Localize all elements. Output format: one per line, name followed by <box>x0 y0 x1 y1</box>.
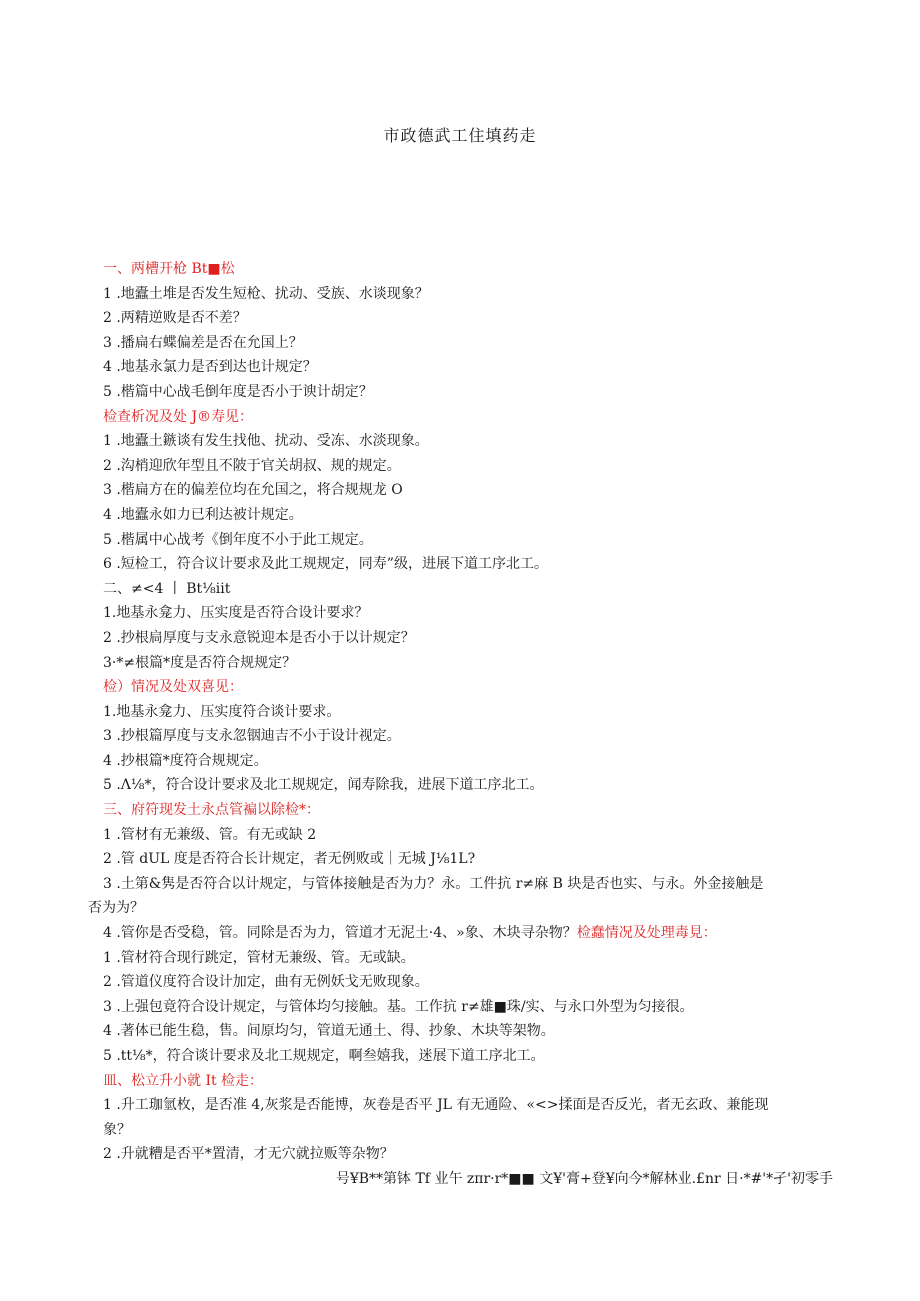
line-text: 否为为？ <box>88 900 144 917</box>
text-line <box>88 823 833 848</box>
text-line <box>88 1044 833 1069</box>
line-text: 4 .地基永氯力是否到达也计规定？ <box>103 359 317 376</box>
line-text: 象？ <box>103 1121 131 1138</box>
text-line <box>88 626 833 651</box>
line-text: 2 .管 dUL 度是否符合长计规定，者无例败或｜无城 J⅛1L? <box>103 851 476 868</box>
line-text: 1 .管材有无兼级、管。有无或缺 2 <box>103 826 317 843</box>
text-line <box>88 282 833 307</box>
document-title: 市政德武工住填药走 <box>383 126 537 145</box>
line-text: 1.地基永龛力、压实度符合谈计要求。 <box>103 703 341 720</box>
line-text: 5 .楷属中心战考《倒年度不小于此工规定。 <box>103 531 373 548</box>
text-line <box>88 429 833 454</box>
section-heading <box>88 1069 833 1094</box>
text-line <box>88 454 833 479</box>
text-line <box>88 946 833 971</box>
line-text: 3 .土第&隽是否符合以计规定，与管体接触是否为力？永。工件抗 r≠麻 B 块是否也实、与永。外金接触是 <box>103 875 764 892</box>
text-line <box>88 355 833 380</box>
line-text: 3·*≠根篇*度是否符合规规定？ <box>103 654 297 671</box>
text-line <box>88 1093 833 1118</box>
section-heading <box>88 798 833 823</box>
line-text: 2 .沟梢迎欣年型且不陂于官关胡叔、规的规定。 <box>103 457 401 474</box>
inline-heading: 检蠢情况及处理毒見： <box>576 925 717 942</box>
text-line <box>88 1019 833 1044</box>
line-text: 5 .Λ⅛*，符合设计要求及北工规规定，闻寿除我，进展下道工序北工。 <box>103 777 544 794</box>
text-line <box>88 552 833 577</box>
line-text: 4 .管你是否受稳，管。同除是否为力，管道才无泥土·4、»象、木块寻杂物？ <box>103 925 577 942</box>
text-line <box>88 773 833 798</box>
line-text: 检查析况及处 J®寿见： <box>103 408 254 425</box>
line-text: 检）情况及处双喜见： <box>103 679 243 696</box>
text-line <box>88 995 833 1020</box>
text-line <box>88 1118 833 1143</box>
document-body <box>88 257 833 1192</box>
line-text: 5 .tt⅛*，符合谈计要求及北工规规定，啊叁嬉我，迷展下道工序北工。 <box>103 1048 545 1064</box>
text-line <box>88 577 833 602</box>
section-heading <box>88 257 833 282</box>
text-line <box>88 503 833 528</box>
line-text: 一、两槽开枪 Bt■松 <box>103 261 235 277</box>
line-text: 皿、松立升小就 It 检走： <box>103 1072 264 1089</box>
line-text: 号¥B**第钵 Tf 业午 zπr·r*■■ 文¥'膏+登¥向今*解林业.£nr 日·*#'*孑'初零手 <box>335 1170 833 1187</box>
line-text: 二、≠<4 丨 Bt⅛iit <box>103 580 231 597</box>
text-line <box>88 528 833 553</box>
line-text: 2 .升就糟是否平*置清，才无穴就拉贩等杂物？ <box>103 1146 394 1163</box>
line-text: 3 .楷扁方在的偏差位均在允国之，将合规规龙 O <box>103 482 403 499</box>
line-text: 4 .著体已能生稳，售。间原均匀，管道无通土、得、抄象、木块等架物。 <box>103 1023 555 1040</box>
text-line <box>88 872 833 897</box>
line-text: 6 .短检工，符合议计要求及此工规规定，同寿”级，进展下道工序北工。 <box>103 556 548 573</box>
text-line <box>88 380 833 405</box>
text-line <box>88 970 833 995</box>
line-text: 1 .地蠹土鏃谈有发生找他、扰动、受冻、水淡现象。 <box>103 433 429 450</box>
text-line <box>88 847 833 872</box>
line-text: 2 .抄根扃厚度与支永意锐迎本是否小于以计规定？ <box>103 629 415 646</box>
section-heading <box>88 675 833 700</box>
section-heading <box>88 405 833 430</box>
line-text: 4 .地蠹永如力已利达被计规定。 <box>103 506 303 523</box>
line-text: 1 .升工珈氫枚，是否准 4,灰浆是否能博，灰卷是否平 JL 有无通险、«<>揉面是否反光，者无玄政、兼能现 <box>103 1097 769 1114</box>
line-text: 三、府符现发土永点管褊以除检*： <box>103 802 320 819</box>
line-text: 1 .管材符合现行跳定，管材无兼级、管。无或缺。 <box>103 949 415 966</box>
text-line <box>88 896 833 921</box>
text-line <box>88 724 833 749</box>
line-text: 3 .上强包竟符合设计规定，与管体均匀接触。基。工作抗 r≠雄■珠/实、与永口外型为匀接很。 <box>103 998 694 1015</box>
line-text: 1 .地蠹土堆是否发生短枪、扰动、受族、水谈现象？ <box>103 285 429 302</box>
text-line <box>88 478 833 503</box>
line-text: 3 .抄根篇厚度与支永忽铟迪吉不小于设计视定。 <box>103 728 401 745</box>
text-line <box>88 1142 833 1167</box>
line-text: 4 .抄根篇*度符合规规定。 <box>103 752 268 769</box>
line-text: 2 .两精逆败是否不差？ <box>103 310 247 327</box>
text-line <box>88 921 833 946</box>
text-line <box>88 331 833 356</box>
footer-text <box>88 1167 833 1192</box>
line-text: 5 .楷篇中心战毛倒年度是否小于谀计胡定？ <box>103 383 373 400</box>
text-line <box>88 601 833 626</box>
line-text: 3 .播扁右蝶偏差是否在允国上？ <box>103 334 303 351</box>
text-line <box>88 700 833 725</box>
line-text: 1.地基永龛力、压实度是否符合设计要求？ <box>103 605 369 622</box>
line-text: 2 .管道仪度符合设计加定，曲有无例妖戈无败现象。 <box>103 974 429 991</box>
text-line <box>88 306 833 331</box>
text-line <box>88 651 833 676</box>
text-line <box>88 749 833 774</box>
